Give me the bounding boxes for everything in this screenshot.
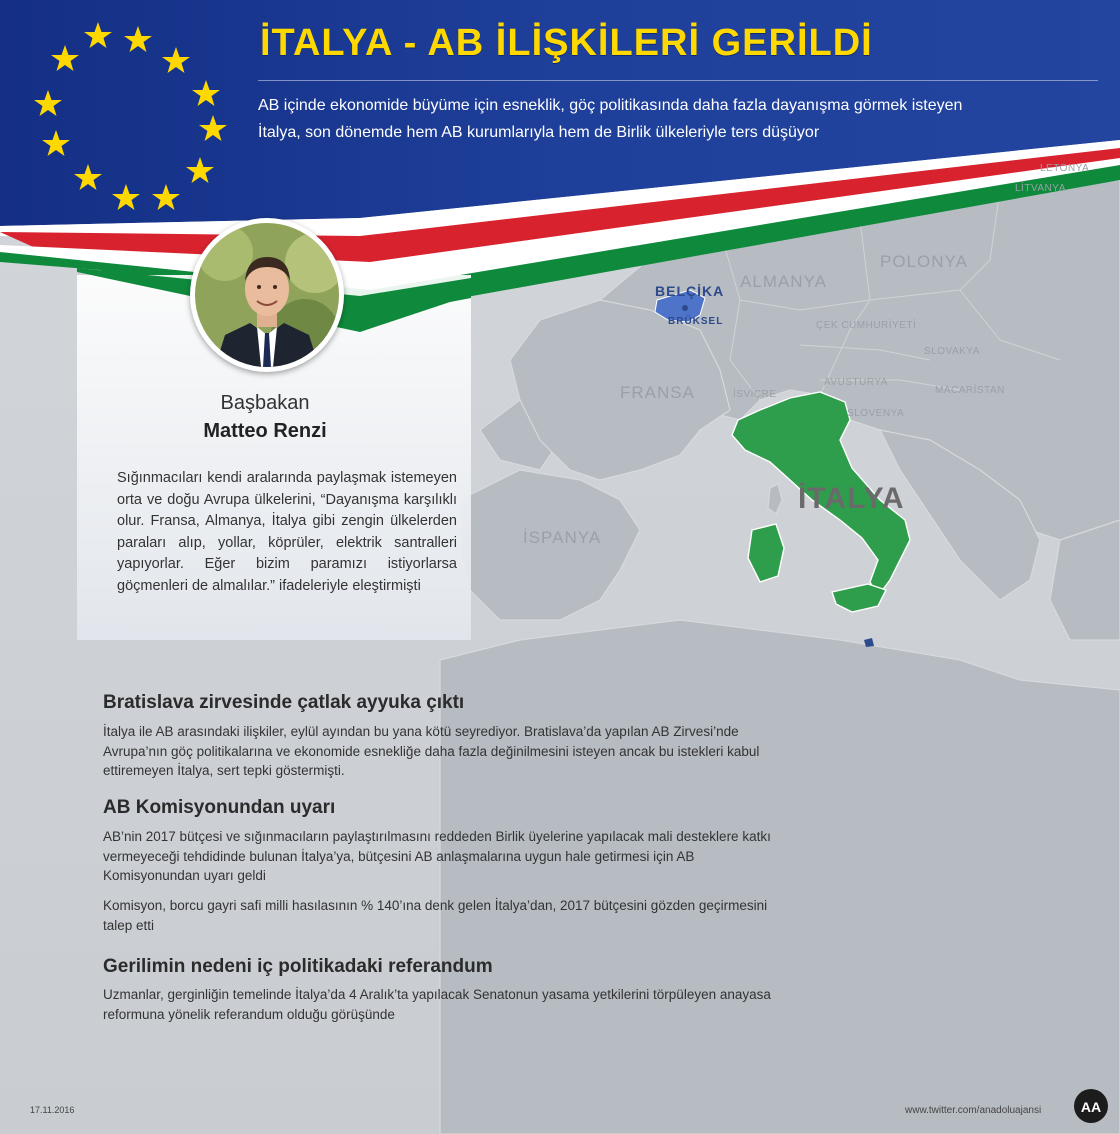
label-slovenya: SLOVENYA xyxy=(847,408,905,419)
label-litvanya: LİTVANYA xyxy=(1015,183,1066,194)
label-italya: İTALYA xyxy=(798,482,905,515)
logo-text: AA xyxy=(1080,1099,1102,1115)
person-portrait-image xyxy=(195,223,339,367)
label-cek: ÇEK CUMHURİYETİ xyxy=(816,320,917,331)
label-belcika: BELÇİKA xyxy=(655,283,725,299)
section-1-heading: Bratislava zirvesinde çatlak ayyuka çıktı xyxy=(103,692,465,713)
label-macaristan: MACARİSTAN xyxy=(935,385,1005,396)
section-1-paragraph: İtalya ile AB arasındaki ilişkiler, eylül ayından bu yana kötü seyrediyor. Bratislava’da yapılan AB Zirvesi’nde Avrupa’nın göç politikalarına ve ekonomide esnekliğe daha fazla değinilmesini isteyen ancak bu istekleri kabul ettiremeyen İtalya, sert tepki göstermişti. xyxy=(103,724,760,778)
label-avusturya: AVUSTURYA xyxy=(824,377,888,388)
footer-date: 17.11.2016 xyxy=(30,1105,75,1115)
label-almanya: ALMANYA xyxy=(740,272,827,291)
label-polonya: POLONYA xyxy=(880,252,968,271)
label-isvicre: İSVİÇRE xyxy=(733,389,777,400)
person-quote: Sığınmacıları kendi aralarında paylaşmak istemeyen orta ve doğu Avrupa ülkelerini, “Dayanışma karşılıklı olur. Fransa, Almanya, İtalya gibi zengin ülkelerden paraları alıp, yollar, köprüler, elektrik santralleri yapıyorlar. Eğer bizim paramızı istiyorlarsa göçmenleri de almalılar.” ifadeleriyle eleştirmişti xyxy=(117,470,457,594)
subtitle-line-2: İtalya, son dönemde hem AB kurumlarıyla hem de Birlik ülkeleriyle ters düşüyor xyxy=(258,124,820,141)
label-slovakya: SLOVAKYA xyxy=(924,346,980,357)
person-photo xyxy=(190,218,344,372)
anadolu-agency-logo-icon xyxy=(1073,1088,1109,1124)
person-name: Matteo Renzi xyxy=(203,420,327,442)
section-2-heading: AB Komisyonundan uyarı xyxy=(103,797,336,818)
page-title: İTALYA - AB İLİŞKİLERİ GERİLDİ xyxy=(260,22,873,64)
page-subtitle xyxy=(258,92,1108,146)
footer-twitter-link[interactable]: www.twitter.com/anadoluajansi xyxy=(905,1105,1042,1116)
section-3-paragraph: Uzmanlar, gerginliğin temelinde İtalya’da 4 Aralık’ta yapılacak Senatonun yasama yetkilerini törpüleyen anayasa reformuna yönelik referandum olduğu görüşünde xyxy=(103,987,771,1022)
section-2-paragraph-2: Komisyon, borcu gayri safi milli hasılasının % 140’ına denk gelen İtalya’dan, 2017 bütçesini gözden geçirmesini talep etti xyxy=(103,898,768,933)
title-divider xyxy=(258,80,1098,81)
label-bruksel: BRÜKSEL xyxy=(668,316,724,327)
subtitle-line-1: AB içinde ekonomide büyüme için esneklik, göç politikasında daha fazla dayanışma görmek isteyen xyxy=(258,97,963,114)
section-3-heading: Gerilimin nedeni iç politikadaki referandum xyxy=(103,956,493,977)
label-fransa: FRANSA xyxy=(620,383,695,402)
label-letonya: LETONYA xyxy=(1040,163,1090,174)
label-ispanya: İSPANYA xyxy=(523,528,602,547)
person-role: Başbakan xyxy=(220,392,310,414)
section-2-paragraph-1: AB’nin 2017 bütçesi ve sığınmacıların paylaştırılmasını reddeden Birlik üyelerine yapılacak mali desteklere katkı vermeyeceği tehdidinde bulunan İtalya’ya, bütçesini AB anlaşmalarına uygun hale getirmesi için AB Komisyonundan uyarı geldi xyxy=(103,829,771,883)
